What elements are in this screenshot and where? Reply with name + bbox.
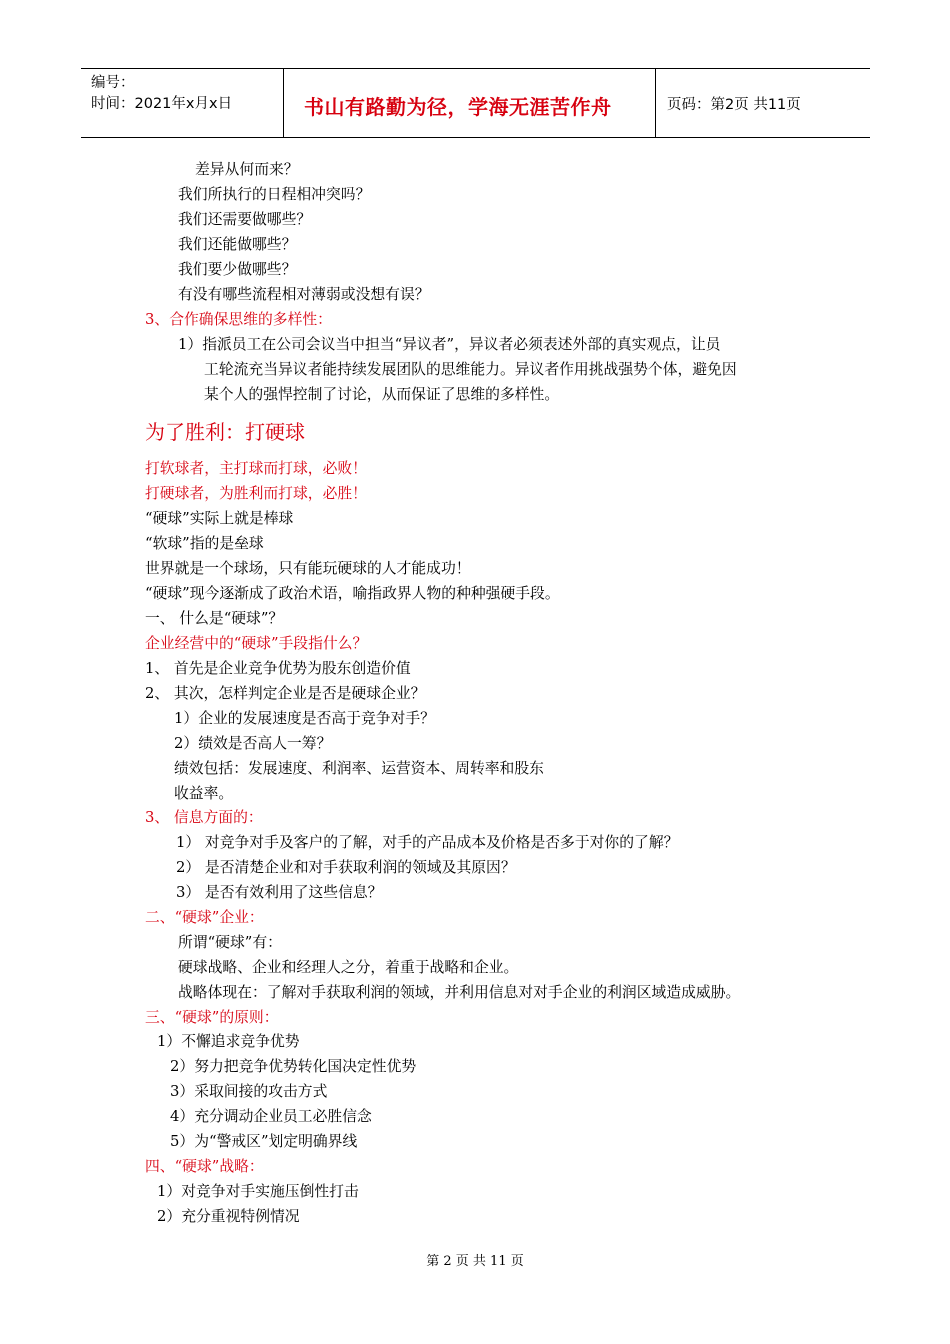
text-line: 我们还能做哪些？	[178, 236, 297, 253]
text-line: 打硬球者，为胜利而打球，必胜！	[145, 485, 367, 502]
text-line: 2）充分重视特例情况	[157, 1208, 300, 1225]
header-table	[81, 68, 870, 138]
text-line: 绩效包括：发展速度、利润率、运营资本、周转率和股东	[174, 760, 544, 777]
text-line: 二、“硬球”企业：	[145, 909, 264, 926]
text-line: 某个人的强悍控制了讨论，从而保证了思维的多样性。	[204, 386, 560, 403]
text-line: “硬球”实际上就是棒球	[145, 510, 294, 527]
text-line: 三、“硬球”的原则：	[145, 1009, 279, 1026]
text-line: 收益率。	[174, 785, 234, 802]
text-line: 1）对竞争对手实施压倒性打击	[157, 1183, 359, 1200]
text-line: 工轮流充当异议者能持续发展团队的思维能力。异议者作用挑战强势个体，避免因	[204, 361, 737, 378]
text-line: 1） 对竞争对手及客户的了解，对手的产品成本及价格是否多于对你的了解？	[176, 834, 679, 851]
number-label: 编号：	[91, 75, 135, 91]
text-line: 企业经营中的“硬球”手段指什么？	[145, 635, 368, 652]
header-motto: 书山有路勤为径，学海无涯苦作舟	[304, 95, 612, 119]
text-line: 1、 首先是企业竞争优势为股东创造价值	[145, 660, 411, 677]
text-line: 我们所执行的日程相冲突吗？	[178, 186, 371, 203]
text-line: 3）采取间接的攻击方式	[170, 1083, 328, 1100]
text-line: 3、 信息方面的：	[145, 809, 263, 826]
header-center-cell	[284, 69, 656, 137]
text-line: 4）充分调动企业员工必胜信念	[170, 1108, 372, 1125]
text-line: 世界就是一个球场，只有能玩硬球的人才能成功！	[145, 560, 471, 577]
text-line: 2）努力把竞争优势转化国决定性优势	[170, 1058, 417, 1075]
page-number-label: 页码：第2页 共11页	[667, 97, 801, 113]
text-line: 1）指派员工在公司会议当中担当“异议者”，异议者必须表述外部的真实观点，让员	[178, 336, 721, 353]
text-line: “硬球”现今逐渐成了政治术语，喻指政界人物的种种强硬手段。	[145, 585, 560, 602]
section-heading: 为了胜利：打硬球	[145, 420, 305, 444]
text-line: 2、 其次，怎样判定企业是否是硬球企业？	[145, 685, 426, 702]
text-line: 一、 什么是“硬球”？	[145, 610, 284, 627]
header-left-cell	[81, 69, 284, 137]
text-line: “软球”指的是垒球	[145, 535, 264, 552]
text-line: 有没有哪些流程相对薄弱或没想有误？	[178, 286, 430, 303]
text-line: 我们要少做哪些？	[178, 261, 297, 278]
text-line: 硬球战略、企业和经理人之分，着重于战略和企业。	[178, 959, 519, 976]
header-right-cell	[656, 69, 870, 137]
text-line: 战略体现在：了解对手获取利润的领域，并利用信息对对手企业的利润区域造成威胁。	[178, 984, 741, 1001]
text-line: 2） 是否清楚企业和对手获取利润的领域及其原因？	[176, 859, 516, 876]
text-line: 所谓“硬球”有：	[178, 934, 282, 951]
text-line: 3） 是否有效利用了这些信息？	[176, 884, 383, 901]
text-line: 我们还需要做哪些？	[178, 211, 312, 228]
time-label: 时间：2021年x月x日	[91, 96, 233, 112]
text-line: 打软球者，主打球而打球，必败！	[145, 460, 367, 477]
text-line: 差异从何而来？	[195, 161, 299, 178]
text-line: 2）绩效是否高人一筹？	[174, 735, 332, 752]
text-line: 5）为“警戒区”划定明确界线	[170, 1133, 358, 1150]
text-line: 1）不懈追求竞争优势	[157, 1033, 300, 1050]
page-footer: 第 2 页 共 11 页	[426, 1254, 524, 1269]
text-line: 1）企业的发展速度是否高于竞争对手？	[174, 710, 435, 727]
text-line: 3、合作确保思维的多样性：	[145, 311, 332, 328]
text-line: 四、“硬球”战略：	[145, 1158, 264, 1175]
